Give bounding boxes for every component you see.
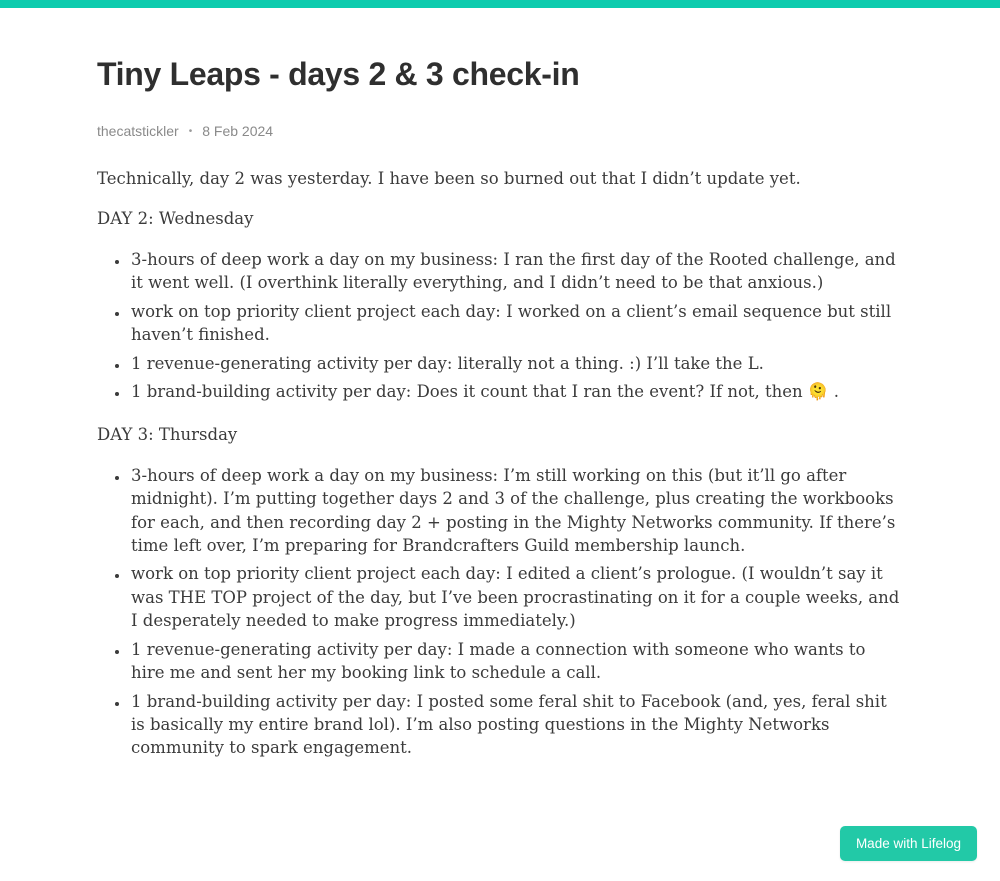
list-item: • 3-hours of deep work a day on my business: I’m still working on this (but it’ll go after midnight). I’m putting together days 2 and 3 of the challenge, plus creating the workbooks for each, and then recording day 2 + posting in the Mighty Networks community. If there’s time left over, I’m preparing for Brandcrafters Guild membership launch. [129,464,903,558]
list-item: • work on top priority client project each day: I worked on a client’s email sequence but still haven’t finished. [129,300,903,347]
made-with-lifelog-button[interactable]: Made with Lifelog [840,826,977,861]
meta-separator-dot: • [188,125,193,137]
day-3-list [97,464,903,760]
post-author: thecatstickler [97,123,179,139]
list-item: • 1 revenue-generating activity per day: I made a connection with someone who wants to hire me and sent her my booking link to schedule a call. [129,638,903,685]
post-body [97,167,903,760]
post-date: 8 Feb 2024 [202,123,274,139]
list-item: • work on top priority client project each day: I edited a client’s prologue. (I wouldn’t say it was THE TOP project of the day, but I’ve been procrastinating on it for a couple weeks, and I desperately needed to make progress immediately.) [129,562,903,632]
list-item: • 3-hours of deep work a day on my business: I ran the first day of the Rooted challenge, and it went well. (I overthink literally everything, and I didn’t need to be that anxious.) [129,248,903,295]
list-item: • 1 revenue-generating activity per day: literally not a thing. :) I’ll take the L. [129,352,903,375]
post-meta [97,123,903,139]
top-accent-bar [0,0,1000,8]
day-2-list [97,248,903,404]
post-container [97,56,903,760]
list-item: • 1 brand-building activity per day: Does it count that I ran the event? If not, then 🫠 . [129,380,903,403]
list-item: • 1 brand-building activity per day: I posted some feral shit to Facebook (and, yes, feral shit is basically my entire brand lol). I’m also posting questions in the Mighty Networks community to spark engagement. [129,690,903,760]
section-heading-day-2: DAY 2: Wednesday [97,209,254,229]
page-title: Tiny Leaps - days 2 & 3 check-in [97,56,580,92]
section-heading-day-3: DAY 3: Thursday [97,425,238,445]
intro-paragraph: Technically, day 2 was yesterday. I have been so burned out that I didn’t update yet. [97,169,801,188]
